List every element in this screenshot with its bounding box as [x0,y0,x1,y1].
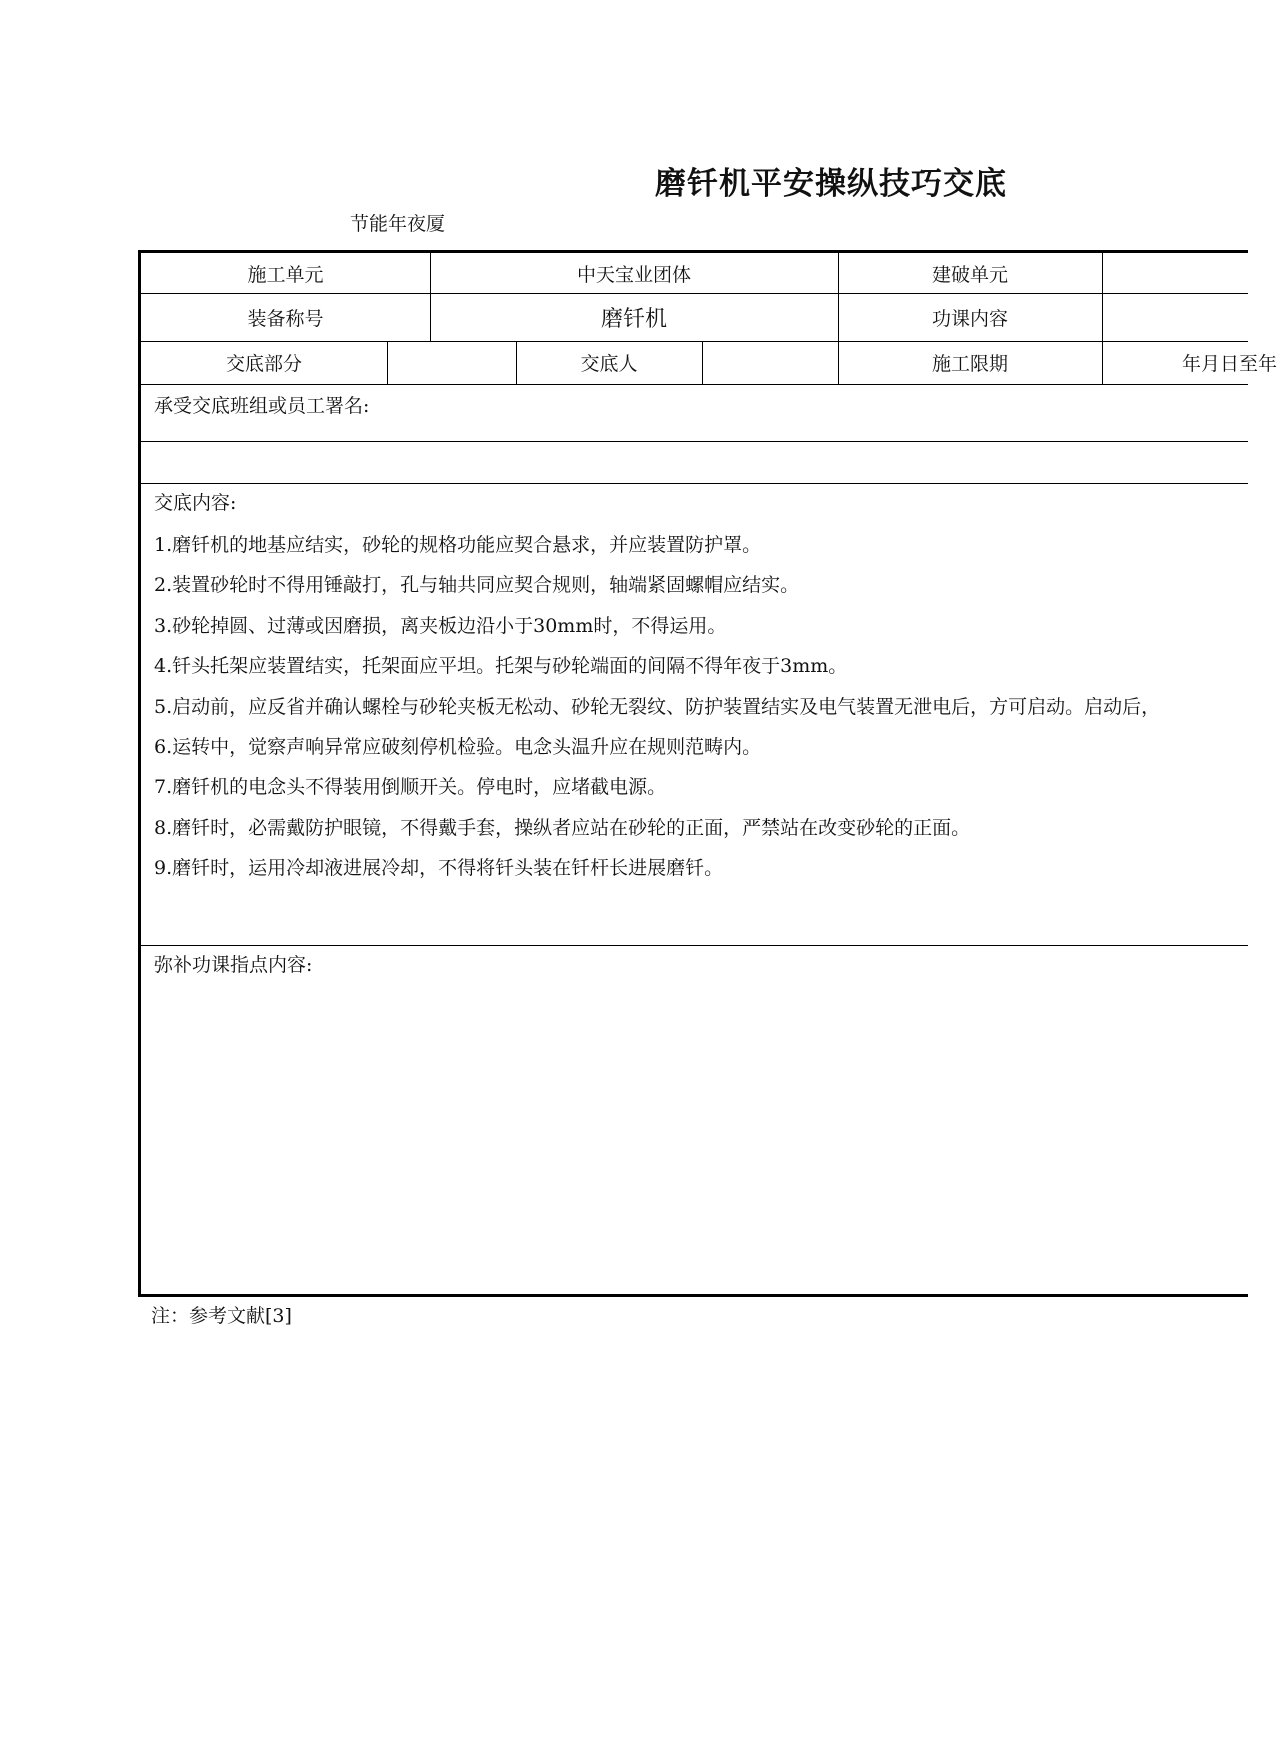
build-unit-label: 建破单元 [931,263,1008,286]
construction-unit-label: 施工单元 [247,263,324,286]
list-item: 9.磨钎时，运用冷却液进展冷却，不得将钎头装在钎杆长进展磨钎。 [154,857,724,880]
page-subtitle: 节能年夜厦 [350,213,446,235]
list-item: 8.磨钎时，必需戴防护眼镜，不得戴手套，操纵者应站在砂轮的正面，严禁站在改变砂轮的正面。 [154,816,971,839]
disclosure-items [154,525,1160,889]
department-label: 交底部分 [225,353,302,375]
list-item: 4.钎头托架应装置结实，托架面应平坦。托架与砂轮端面的间隔不得年夜于3mm。 [154,655,848,678]
row-divider [141,483,1248,484]
row-divider [141,384,1248,385]
department-value [387,341,516,384]
list-item: 2.装置砂轮时不得用锤敲打，孔与轴共同应契合规则，轴端紧固螺帽应结实。 [154,574,800,597]
page-title: 磨钎机平安操纵技巧交底 [655,166,1007,202]
presenter-label: 交底人 [580,353,638,375]
construction-unit-value: 中天宝业团体 [576,263,691,286]
footer-note: 注：参考文献[3] [151,1305,292,1327]
row-divider [141,945,1248,946]
build-unit-value [1102,253,1251,293]
period-value: 年月日至年 [1182,353,1277,375]
presenter-value [702,341,838,384]
work-content-label: 功课内容 [931,307,1008,330]
equipment-name-value: 磨钎机 [600,306,667,332]
equipment-name-label: 装备称号 [247,307,324,330]
list-item: 3.砂轮掉圆、过薄或因磨损，离夹板边沿小于30mm时，不得运用。 [154,614,727,637]
list-item: 5.启动前，应反省并确认螺栓与砂轮夹板无松动、砂轮无裂纹、防护装置结实及电气装置无泄电后，方可启动。启动后， [154,695,1161,718]
list-item: 1.磨钎机的地基应结实，砂轮的规格功能应契合悬求，并应装置防护罩。 [154,534,762,556]
work-content-value [1102,293,1251,341]
content-label: 交底内容: [154,492,237,514]
list-item: 6.运转中，觉察声响异常应破刻停机检验。电念头温升应在规则范畴内。 [154,735,762,758]
disclosure-form [138,250,1277,1297]
row-divider [141,441,1248,442]
supplement-label: 弥补功课指点内容: [154,954,313,976]
signature-label: 承受交底班组或员工署名: [154,395,370,417]
period-label: 施工限期 [931,353,1008,375]
list-item: 7.磨钎机的电念头不得装用倒顺开关。停电时，应堵截电源。 [154,776,667,799]
